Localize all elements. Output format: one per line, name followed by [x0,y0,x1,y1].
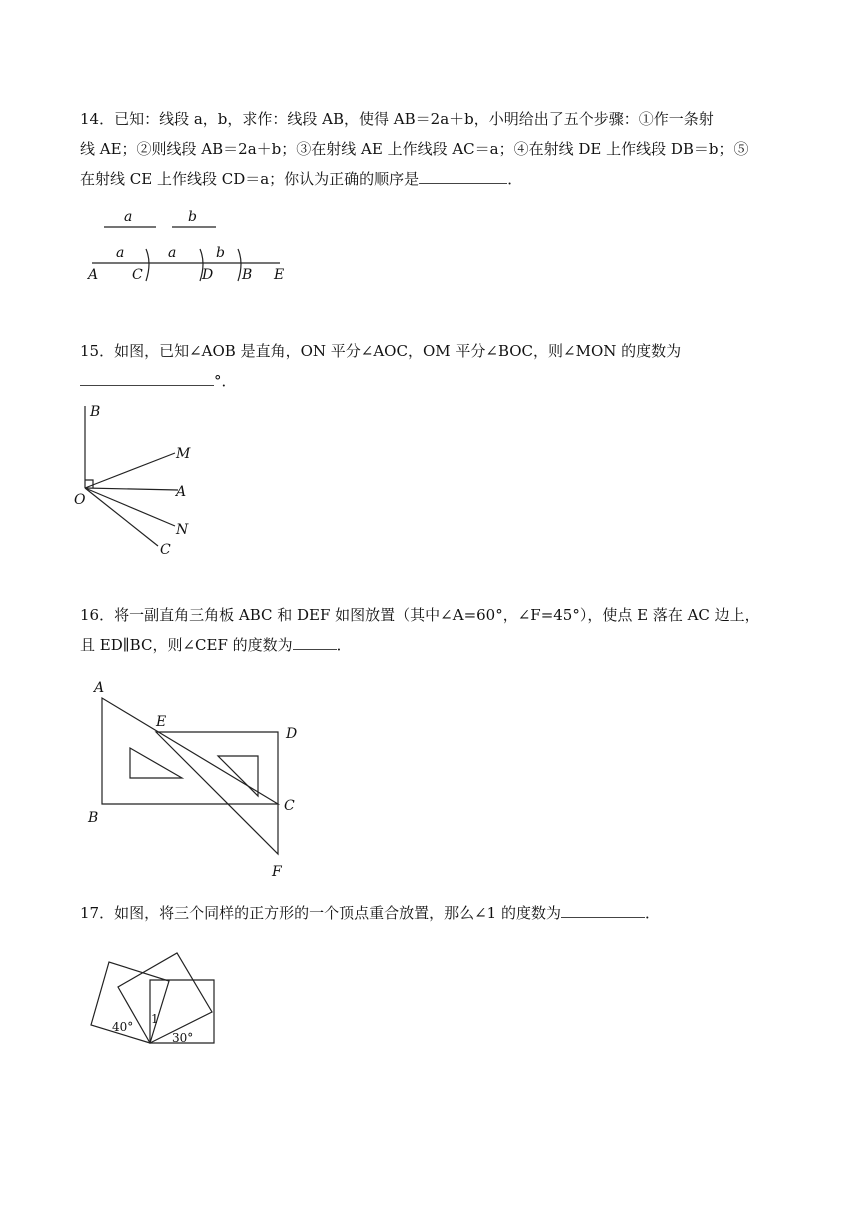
q16-line1: 16．将一副直角三角板 ABC 和 DEF 如图放置（其中∠A=60°，∠F=45°），使点 E 落在 AC 边上， [80,606,760,624]
q15-line1: 15．如图，已知∠AOB 是直角，ON 平分∠AOC，OM 平分∠BOC，则∠MON 的度数为 [80,342,682,360]
point-b-label: B [90,404,101,420]
point-n-label: N [176,522,189,538]
seg-a-label: a [124,209,133,225]
point-e-label: E [274,267,285,283]
point-c-label: C [160,542,171,558]
q17-line1: 17．如图，将三个同样的正方形的一个顶点重合放置，那么∠1 的度数为 ． [80,898,800,928]
point-b-label: B [242,267,253,283]
q16-figure [80,676,320,881]
question-14 [80,104,800,194]
q14-line2: 线 AE；②则线段 AB＝2a＋b；③在射线 AE 上作线段 AC＝a；④在射线 DE 上作线段 DB＝b；⑤ [80,140,749,158]
point-m-label: M [176,446,191,462]
point-c-label: C [284,798,295,814]
point-c-label: C [132,267,143,283]
answer-blank[interactable] [419,165,507,184]
fig-label-a1: a [116,245,125,261]
q15-figure [70,400,220,560]
point-d-label: D [202,267,214,283]
point-d-label: D [286,726,298,742]
point-e-label: E [156,714,167,730]
angle-1-label: 1 [151,1012,159,1026]
point-a-label: A [88,267,99,283]
point-b-label: B [88,810,99,826]
question-16 [80,600,800,660]
fig-label-b: b [216,245,225,261]
angle-40-label: 40° [112,1020,134,1034]
q14-line3: 在射线 CE 上作线段 CD＝a；你认为正确的顺序是 ． [80,164,800,194]
fig-label-a2: a [168,245,177,261]
point-o-label: O [74,492,86,508]
q14-figure [80,205,310,285]
answer-blank[interactable] [561,899,645,918]
point-a-label: A [94,680,105,696]
question-15 [80,336,800,396]
question-17 [80,898,800,928]
q15-line2: °． [80,366,800,396]
point-f-label: F [272,864,282,880]
q14-line1: 14．已知：线段 a，b，求作：线段 AB，使得 AB＝2a＋b，小明给出了五个步骤：①作一条射 [80,110,714,128]
angle-30-label: 30° [172,1031,194,1045]
answer-blank[interactable] [80,367,214,386]
q17-figure [80,945,230,1053]
point-a-label: A [176,484,187,500]
answer-blank[interactable] [293,631,337,650]
seg-b-label: b [188,209,197,225]
q16-line2: 且 ED∥BC，则∠CEF 的度数为 ． [80,630,800,660]
